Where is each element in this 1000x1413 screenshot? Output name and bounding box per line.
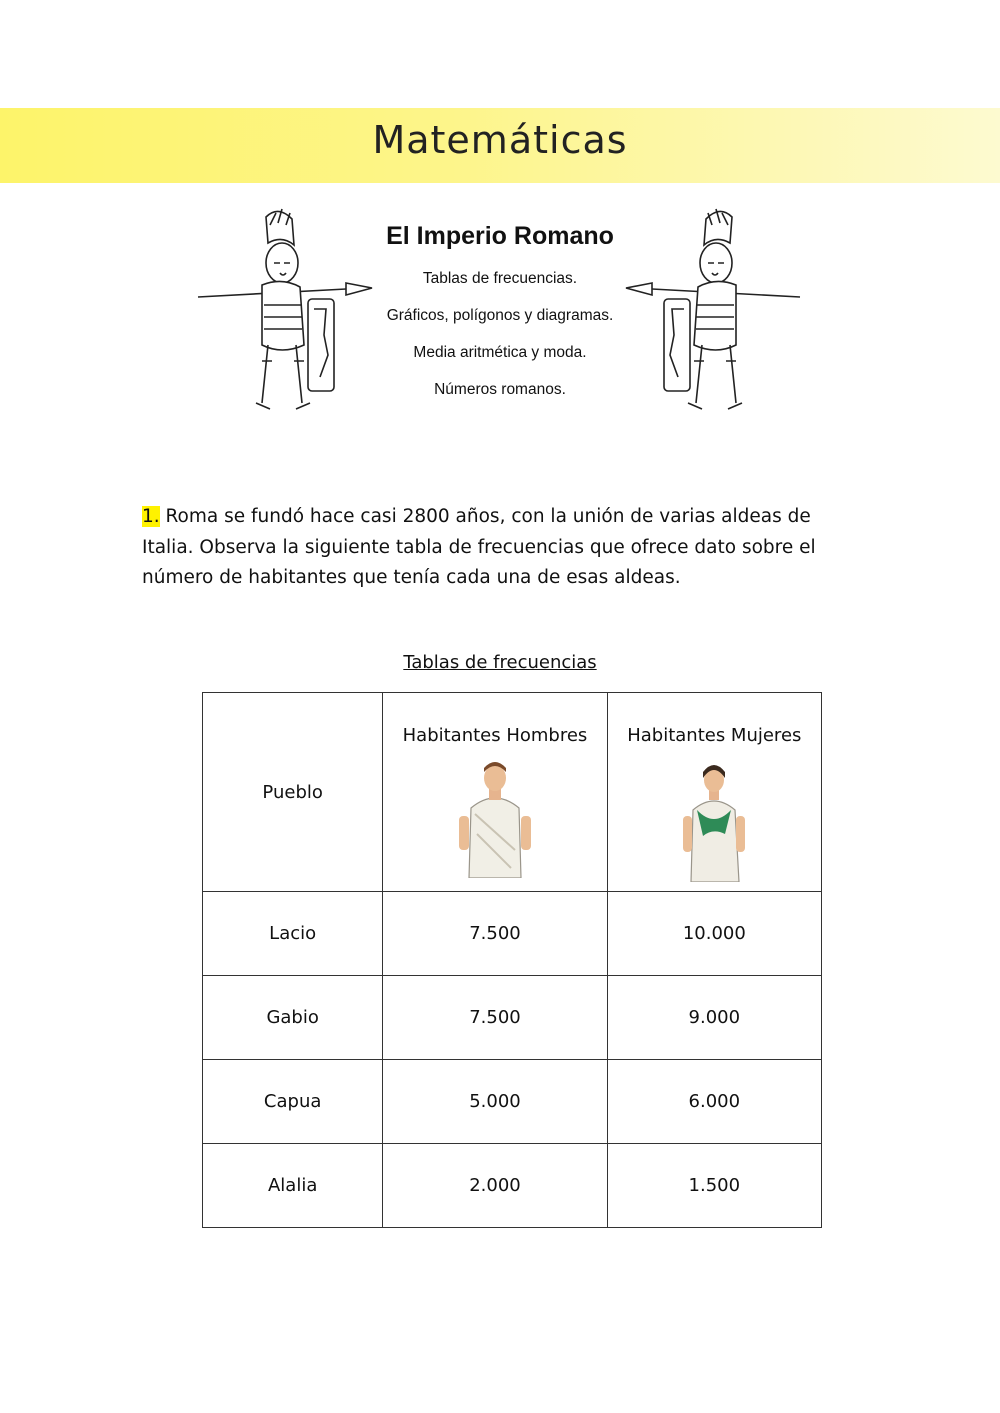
roman-soldier-illustration-left: [196, 205, 376, 425]
table-caption: Tablas de frecuencias: [403, 652, 597, 673]
header-mujeres: [607, 693, 821, 892]
table-row: [203, 976, 822, 1060]
cell-hombres: 7.500: [383, 976, 607, 1060]
table-row: [203, 892, 822, 976]
topic-item: Gráficos, polígonos y diagramas.: [386, 307, 614, 324]
table-header-row: [203, 693, 822, 892]
header-hombres-label: Habitantes Hombres: [402, 725, 588, 746]
roman-man-icon: [455, 758, 535, 878]
cell-mujeres: 6.000: [607, 1060, 821, 1144]
roman-soldier-illustration-right: [622, 205, 802, 425]
cell-pueblo: Gabio: [203, 976, 383, 1060]
table-row: [203, 1144, 822, 1228]
exercise-1-text: [142, 502, 862, 594]
table-row: [203, 1060, 822, 1144]
roman-woman-icon: [679, 758, 749, 882]
cell-pueblo: Lacio: [203, 892, 383, 976]
header-block: [360, 222, 640, 417]
header-pueblo: Pueblo: [203, 693, 383, 892]
cell-pueblo: Capua: [203, 1060, 383, 1144]
header-hombres: [383, 693, 607, 892]
topic-item: Tablas de frecuencias.: [422, 270, 578, 287]
topic-item: Media aritmética y moda.: [413, 344, 587, 361]
topic-item: Números romanos.: [434, 381, 566, 398]
cell-hombres: 2.000: [383, 1144, 607, 1228]
exercise-statement: Roma se fundó hace casi 2800 años, con la unión de varias aldeas de Italia. Observa la siguiente tabla de frecuencias que ofrece dato sobre el número de habitantes que tenía cada una de esas aldeas.: [142, 506, 816, 588]
header-mujeres-label: Habitantes Mujeres: [627, 725, 802, 746]
page-title: Matemáticas: [372, 118, 628, 162]
cell-mujeres: 1.500: [607, 1144, 821, 1228]
exercise-number: 1.: [142, 506, 160, 527]
frequency-table: [202, 692, 822, 1228]
cell-hombres: 5.000: [383, 1060, 607, 1144]
cell-hombres: 7.500: [383, 892, 607, 976]
cell-pueblo: Alalia: [203, 1144, 383, 1228]
cell-mujeres: 9.000: [607, 976, 821, 1060]
cell-mujeres: 10.000: [607, 892, 821, 976]
section-title: El Imperio Romano: [386, 222, 614, 250]
